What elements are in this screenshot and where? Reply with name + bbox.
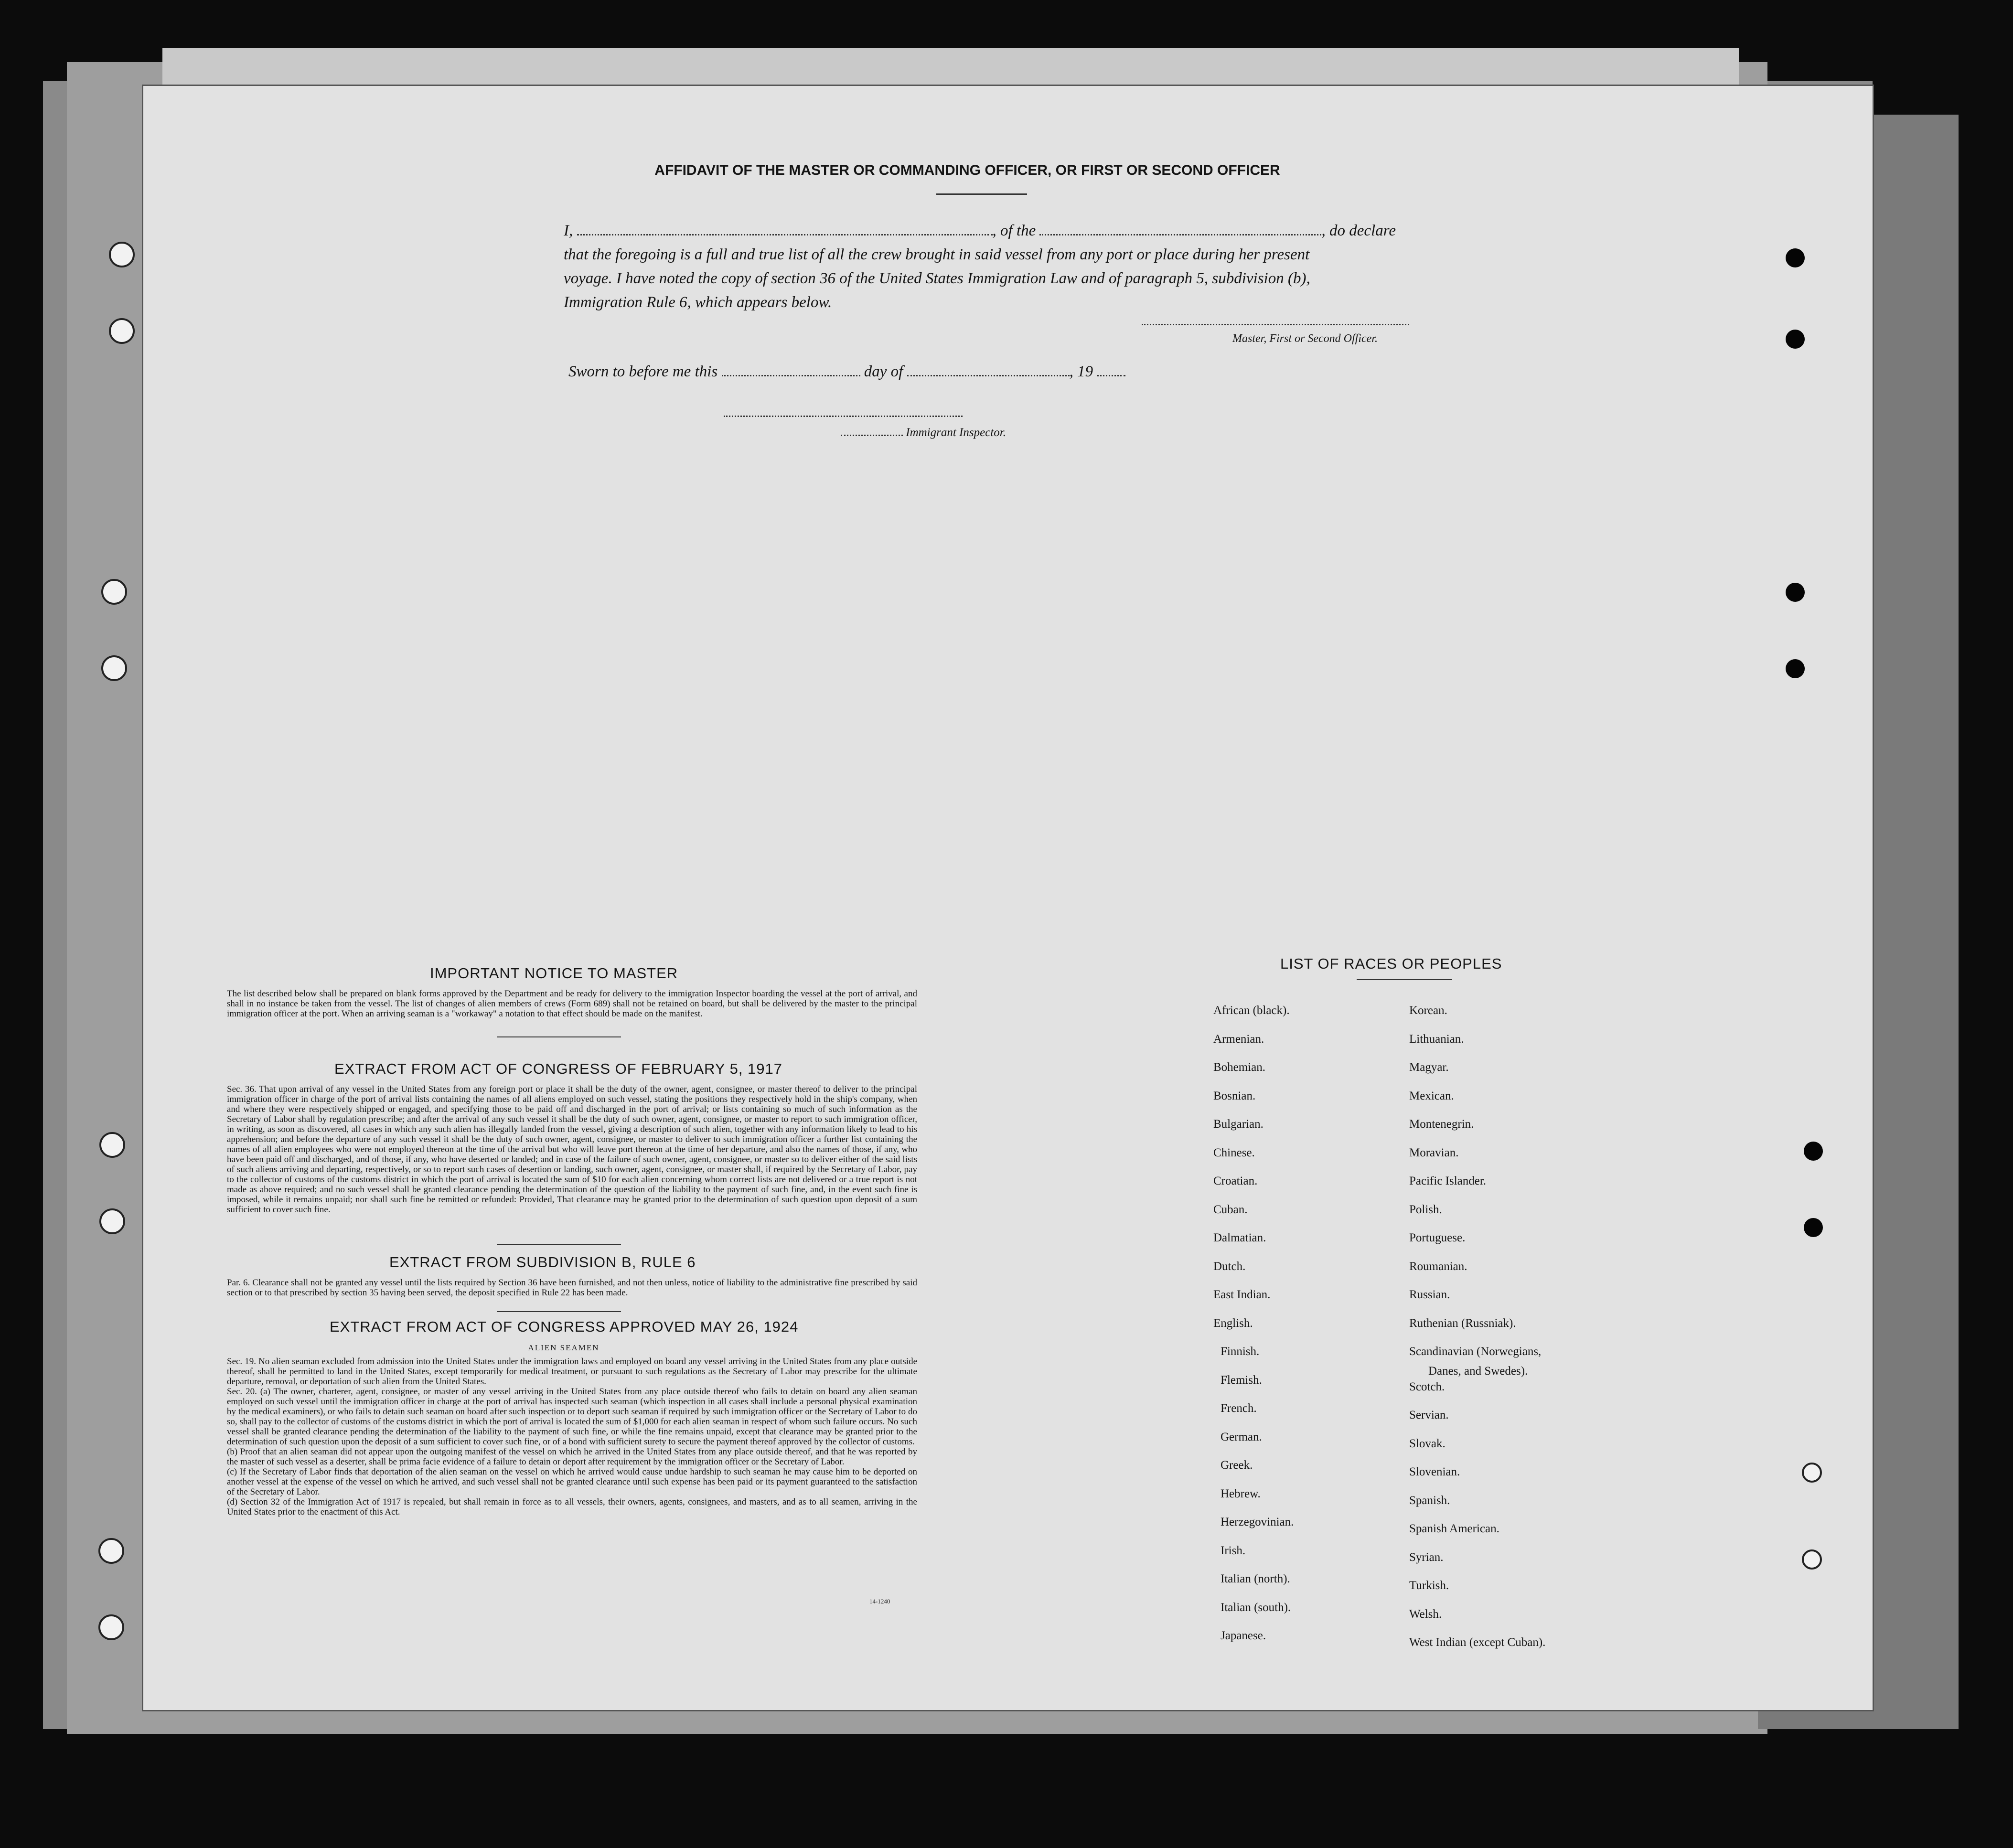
race-item: Herzegovinian. xyxy=(1221,1516,1294,1528)
race-item: Scandinavian (Norwegians, xyxy=(1409,1345,1542,1358)
punch-hole-icon xyxy=(1802,1463,1822,1483)
race-item: German. xyxy=(1221,1430,1262,1443)
extract-rule6-body: Par. 6. Clearance shall not be granted any vessel until the lists required by Section 36 have been furnished, and not then unless, notice of liability to the administrative fine prescribed by said section or to that prescribed by section 35 having been served, the deposit specified in Rule 22 has been made. xyxy=(227,1278,917,1298)
inspector-blank xyxy=(841,435,903,436)
race-item: Magyar. xyxy=(1409,1061,1449,1074)
signature-label: Master, First or Second Officer. xyxy=(1232,332,1378,345)
affidavit-of: , of the xyxy=(992,222,1036,239)
race-item: Flemish. xyxy=(1221,1373,1262,1387)
race-item: Scotch. xyxy=(1409,1380,1445,1393)
divider xyxy=(936,193,1027,195)
signature-line xyxy=(1142,324,1409,325)
binder-hole-icon xyxy=(99,1132,125,1158)
binder-hole-icon xyxy=(99,1208,125,1234)
affidavit-title: AFFIDAVIT OF THE MASTER OR COMMANDING OFFICER, OR FIRST OR SECOND OFFICER xyxy=(654,162,1280,178)
divider xyxy=(1357,979,1452,980)
race-item: Dalmatian. xyxy=(1213,1231,1266,1244)
binder-hole-icon xyxy=(98,1538,124,1564)
races-title: LIST OF RACES OR PEOPLES xyxy=(1280,955,1502,972)
extract-1924-body xyxy=(227,1357,917,1517)
binder-hole-icon xyxy=(109,242,135,267)
binder-hole-icon xyxy=(101,655,127,681)
punch-hole-icon xyxy=(1786,583,1805,602)
race-item: Bohemian. xyxy=(1213,1061,1266,1074)
sworn-year-label: , 19 xyxy=(1069,363,1093,380)
race-item: Greek. xyxy=(1221,1459,1253,1472)
race-item: Italian (north). xyxy=(1221,1572,1290,1585)
race-item: Welsh. xyxy=(1409,1607,1442,1621)
race-item: Japanese. xyxy=(1221,1629,1266,1642)
divider xyxy=(497,1036,621,1037)
race-item: East Indian. xyxy=(1213,1288,1271,1301)
extract-rule6-title: EXTRACT FROM SUBDIVISION B, RULE 6 xyxy=(389,1254,696,1271)
race-item: Lithuanian. xyxy=(1409,1032,1464,1046)
inspector-label: Immigrant Inspector. xyxy=(906,426,1006,439)
punch-hole-icon xyxy=(1802,1549,1822,1570)
binder-hole-icon xyxy=(98,1614,124,1640)
sworn-text: Sworn to before me this xyxy=(568,363,718,380)
race-item: Danes, and Swedes). xyxy=(1428,1365,1528,1378)
race-item: Finnish. xyxy=(1221,1345,1260,1358)
race-item: Slovak. xyxy=(1409,1437,1446,1450)
sec-20b: (b) Proof that an alien seaman did not appear upon the outgoing manifest of the vessel on which he arrived in the United States from any place outside thereof, and that he was reported by the master of such vessel as a deserter, shall be prima facie evidence of a failure to detain or deport after requirement by the immigration officer or the Secretary of Labor. xyxy=(227,1447,917,1467)
binder-hole-icon xyxy=(101,579,127,605)
punch-hole-icon xyxy=(1786,659,1805,678)
race-item: Mexican. xyxy=(1409,1089,1454,1102)
divider xyxy=(497,1244,621,1245)
race-item: Spanish. xyxy=(1409,1494,1450,1507)
inspector-line xyxy=(841,426,1006,439)
race-item: Chinese. xyxy=(1213,1146,1255,1159)
sworn-year-blank xyxy=(1097,375,1125,376)
race-item: Polish. xyxy=(1409,1203,1442,1216)
sworn-month-blank xyxy=(907,375,1070,376)
affidavit-line-3: voyage. I have noted the copy of section 36 of the United States Immigration Law and of paragraph 5, subdivision (b), xyxy=(564,270,1310,287)
extract-1917-body: Sec. 36. That upon arrival of any vessel in the United States from any foreign port or place it shall be the duty of the owner, agent, consignee, or master thereof to deliver to the principal immigration officer in charge of the port of arrival lists containing the names of all aliens employed on such vessel, stating the positions they respectively hold in the ship's company, when and where they were respectively shipped or engaged, and specifying those to be paid off and discharged in the port of arrival; or lists containing so much of such information as the Secretary of Labor shall by regulation prescribe; and after the arrival of any such vessel it shall be the duty of such owner, agent, consignee, or master to report to such immigration officer, in writing, as soon as discovered, all cases in which any such alien has illegally landed from the vessel, giving a description of such alien, together with any information likely to lead to his apprehension; and before the departure of any such vessel it shall be the duty of such owner, agent, consignee, or master to deliver to such immigration officer a further list containing the names of all alien employees who were not employed thereon at the time of the arrival but who will leave port thereon at the time of her departure, and also the names of those, if any, who have been paid off and discharged, and of those, if any, who have deserted or landed; and in case of the failure of such owner, agent, consignee, or master so to deliver either of the said lists of such aliens arriving and departing, respectively, or so to report such cases of desertion or landing, such owner, agent, consignee, or master shall, if required by the Secretary of Labor, pay to the collector of customs of the customs district in which the port of arrival is located the sum of $10 for each alien concerning whom correct lists are not delivered or a true report is not made as above required; and no such vessel shall be granted clearance pending the determination of the question of the liability to the payment of such fine, and, in the event such fine is imposed, while it remains unpaid; nor shall such fine be remitted or refunded: Provided, That clearance may be granted prior to the determination of such question upon deposit of a sum sufficient to cover such fine. xyxy=(227,1084,917,1215)
race-item: Croatian. xyxy=(1213,1175,1258,1187)
race-item: Roumanian. xyxy=(1409,1260,1467,1273)
sec-20d: (d) Section 32 of the Immigration Act of 1917 is repealed, but shall remain in force as to all vessels, their owners, agents, consignees, and masters, and as to all seamen, arriving in the United States prior to the enactment of this Act. xyxy=(227,1497,917,1517)
race-item: African (black). xyxy=(1213,1004,1290,1017)
punch-hole-icon xyxy=(1804,1218,1823,1237)
sworn-line xyxy=(568,363,1125,381)
form-number: 14-1240 xyxy=(869,1598,890,1605)
notice-body: The list described below shall be prepared on blank forms approved by the Department and be ready for delivery to the immigration Inspector boarding the vessel at the port of arrival, and shall in no instance be taken from the vessel. The list of changes of alien members of crews (Form 689) shall not be retained on board, but shall be delivered by the master to the principal immigration officer at the port. When an arriving seaman is a "workaway" a notation to that effect should be made on the manifest. xyxy=(227,989,917,1019)
race-item: Spanish American. xyxy=(1409,1522,1499,1535)
punch-hole-icon xyxy=(1804,1142,1823,1161)
race-item: Cuban. xyxy=(1213,1203,1248,1216)
affidavit-line-4: Immigration Rule 6, which appears below. xyxy=(564,294,832,311)
race-item: Bulgarian. xyxy=(1213,1118,1263,1131)
sworn-day-blank xyxy=(722,375,860,376)
race-item: Dutch. xyxy=(1213,1260,1246,1273)
race-item: Pacific Islander. xyxy=(1409,1175,1487,1187)
affidavit-i: I, xyxy=(564,222,573,239)
race-item: Russian. xyxy=(1409,1288,1450,1301)
alien-seamen-subtitle: ALIEN SEAMEN xyxy=(528,1343,600,1352)
sec-20a: Sec. 20. (a) The owner, charterer, agent, consignee, or master of any vessel arriving in the United States from any place outside thereof who fails to detain on board any alien seaman employed on such vessel until the immigration officer in charge at the port of arrival has inspected such seaman (which inspection in all cases shall include a personal physical examination by the medical examiners), or who fails to detain such seaman on board after such inspection or to deport such seaman if required by such immigration officer or the Secretary of Labor to do so, shall pay to the collector of customs of the customs district in which the port of arrival is located the sum of $1,000 for each alien seaman in respect of whom such failure occurs. No such vessel shall be granted clearance pending the determination of the liability to the payment of such fine, or while the fine remains unpaid, except that clearance may be granted prior to the determination of such question upon the deposit of a sum sufficient to cover such fine, or of a bond with sufficient surety to secure the payment thereof approved by the collector of customs. xyxy=(227,1387,917,1447)
divider xyxy=(497,1311,621,1312)
race-item: English. xyxy=(1213,1316,1253,1330)
race-item: Servian. xyxy=(1409,1409,1449,1421)
race-item: Montenegrin. xyxy=(1409,1118,1474,1131)
race-item: Ruthenian (Russniak). xyxy=(1409,1316,1516,1330)
binder-hole-icon xyxy=(109,318,135,344)
race-item: Korean. xyxy=(1409,1004,1447,1017)
sworn-day-label: day of xyxy=(864,363,903,380)
punch-hole-icon xyxy=(1786,248,1805,267)
race-item: Armenian. xyxy=(1213,1032,1264,1046)
affidavit-declare: , do declare xyxy=(1321,222,1396,239)
punch-hole-icon xyxy=(1786,330,1805,349)
race-item: Portuguese. xyxy=(1409,1231,1466,1244)
sec-20c: (c) If the Secretary of Labor finds that deportation of the alien seaman on the vessel on which he arrived would cause undue hardship to such seaman he may cause him to be deported on another vessel at the expense of the vessel on which he arrived, and such vessel shall not be granted clearance until such expense has been paid or its payment guaranteed to the satisfaction of the Secretary of Labor. xyxy=(227,1467,917,1497)
affidavit-line-2: that the foregoing is a full and true list of all the crew brought in said vessel from any port or place during her present xyxy=(564,246,1310,263)
extract-1917-title: EXTRACT FROM ACT OF CONGRESS OF FEBRUARY 5, 1917 xyxy=(334,1060,783,1077)
race-item: Slovenian. xyxy=(1409,1465,1460,1478)
race-item: Italian (south). xyxy=(1221,1601,1291,1614)
notice-title: IMPORTANT NOTICE TO MASTER xyxy=(430,965,678,982)
extract-1924-title: EXTRACT FROM ACT OF CONGRESS APPROVED MAY 26, 1924 xyxy=(330,1318,799,1335)
race-item: Moravian. xyxy=(1409,1146,1459,1159)
inspector-signature-line xyxy=(724,416,963,417)
race-item: Hebrew. xyxy=(1221,1487,1261,1500)
name-blank xyxy=(577,234,993,235)
manifest-page xyxy=(143,86,1873,1710)
race-item: French. xyxy=(1221,1402,1257,1415)
race-item: West Indian (except Cuban). xyxy=(1409,1636,1546,1649)
race-item: Syrian. xyxy=(1409,1550,1444,1564)
race-item: Turkish. xyxy=(1409,1579,1449,1592)
race-item: Bosnian. xyxy=(1213,1089,1256,1102)
affidavit-declaration xyxy=(564,219,1595,314)
race-item: Irish. xyxy=(1221,1544,1246,1557)
sec-19: Sec. 19. No alien seaman excluded from admission into the United States under the immigration laws and employed on board any vessel arriving in the United States from any place outside thereof, shall be permitted to land in the United States, except temporarily for medical treatment, or pursuant to such regulations as the Secretary of Labor may prescribe for the ultimate departure, removal, or deportation of such alien from the United States. xyxy=(227,1357,917,1387)
vessel-blank xyxy=(1039,234,1321,235)
